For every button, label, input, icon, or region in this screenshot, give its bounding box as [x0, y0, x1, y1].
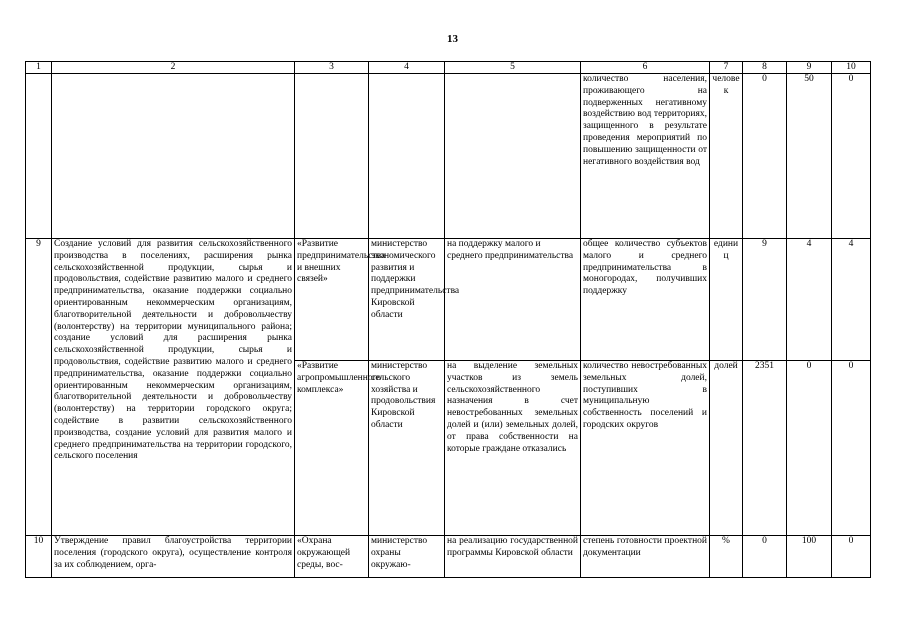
cell-program: «Развитие предпринимательства и внешних связей»: [295, 239, 369, 361]
cell-unit: единиц: [710, 239, 743, 361]
cell-subsidy: на выделение земельных участков из земель сельскохозяйственного назначения в счет невостребованных земельных долей и (или) земельных долей, от права собственности на которые граждане отказались: [445, 361, 581, 536]
table-row-continued: [26, 74, 871, 239]
cell-program: [295, 74, 369, 239]
cell-unit: человек: [710, 74, 743, 239]
cell-program: «Развитие агропромышленного комплекса»: [295, 361, 369, 536]
header-cell: 5: [445, 62, 581, 74]
header-cell: 8: [743, 62, 787, 74]
header-cell: 2: [52, 62, 295, 74]
cell-value-3: 0: [832, 536, 871, 578]
cell-num: 9: [26, 239, 52, 536]
cell-indicator: степень готовности проектной документации: [581, 536, 710, 578]
header-cell: 9: [787, 62, 832, 74]
cell-unit: долей: [710, 361, 743, 536]
header-cell: 3: [295, 62, 369, 74]
header-row: [26, 62, 871, 74]
cell-value-2: 4: [787, 239, 832, 361]
cell-ministry: [369, 74, 445, 239]
cell-value-3: 4: [832, 239, 871, 361]
cell-indicator: общее количество субъектов малого и среднего предпринимательства в моногородах, получивших поддержку: [581, 239, 710, 361]
cell-value-2: 0: [787, 361, 832, 536]
cell-num: 10: [26, 536, 52, 578]
header-cell: 1: [26, 62, 52, 74]
cell-value-3: 0: [832, 74, 871, 239]
cell-indicator: количество невостребованных земельных долей, поступивших в муниципальную собственность поселений и городских округов: [581, 361, 710, 536]
table-row-10: [26, 536, 871, 578]
cell-purpose: [52, 74, 295, 239]
indicators-table: [25, 61, 871, 578]
table-row-9a: [26, 239, 871, 361]
cell-purpose: Создание условий для развития сельскохозяйственного производства в поселениях, расширения рынка сельскохозяйственной продукции, сырья и продовольствия, содействие развитию малого и среднего предпринимательства, оказание поддержки социально ориентированным некоммерческим организациям, благотворительной деятельности и добровольчеству (волонтерству) на территории муниципального района; создание условий для расширения рынка сельскохозяйственной продукции, сырья и продовольствия, содействие развитию малого и среднего предпринимательства, оказание поддержки социально ориентированным некоммерческим организациям, благотворительной деятельности и добровольчеству (волонтерству) на территории городского округа; содействие в развитии сельскохозяйственного производства, создание условий для развития малого и среднего предпринимательства на территории городского, сельского поселения: [52, 239, 295, 536]
cell-value-2: 50: [787, 74, 832, 239]
header-cell: 7: [710, 62, 743, 74]
cell-subsidy: на поддержку малого и среднего предпринимательства: [445, 239, 581, 361]
page-number: 13: [447, 33, 458, 45]
cell-value-1: 2351: [743, 361, 787, 536]
header-cell: 4: [369, 62, 445, 74]
cell-subsidy: [445, 74, 581, 239]
cell-subsidy: на реализацию государственной программы Кировской области: [445, 536, 581, 578]
cell-value-1: 0: [743, 536, 787, 578]
cell-ministry: министерство охраны окружаю-: [369, 536, 445, 578]
cell-program: «Охрана окружающей среды, вос-: [295, 536, 369, 578]
header-cell: 6: [581, 62, 710, 74]
cell-indicator: количество населения, проживающего на подверженных негативному воздействию вод территориях, защищенного в результате проведения мероприятий по повышению защищенности от негативного воздействия вод: [581, 74, 710, 239]
cell-value-1: 0: [743, 74, 787, 239]
document-page: [25, 61, 870, 578]
cell-unit: %: [710, 536, 743, 578]
cell-purpose: Утверждение правил благоустройства территории поселения (городского округа), осуществление контроля за их соблюдением, орга-: [52, 536, 295, 578]
header-cell: 10: [832, 62, 871, 74]
cell-num: [26, 74, 52, 239]
cell-value-2: 100: [787, 536, 832, 578]
cell-ministry: министерство сельского хозяйства и продовольствия Кировской области: [369, 361, 445, 536]
cell-ministry: министерство экономического развития и поддержки предпринимательства Кировской области: [369, 239, 445, 361]
cell-value-1: 9: [743, 239, 787, 361]
cell-value-3: 0: [832, 361, 871, 536]
